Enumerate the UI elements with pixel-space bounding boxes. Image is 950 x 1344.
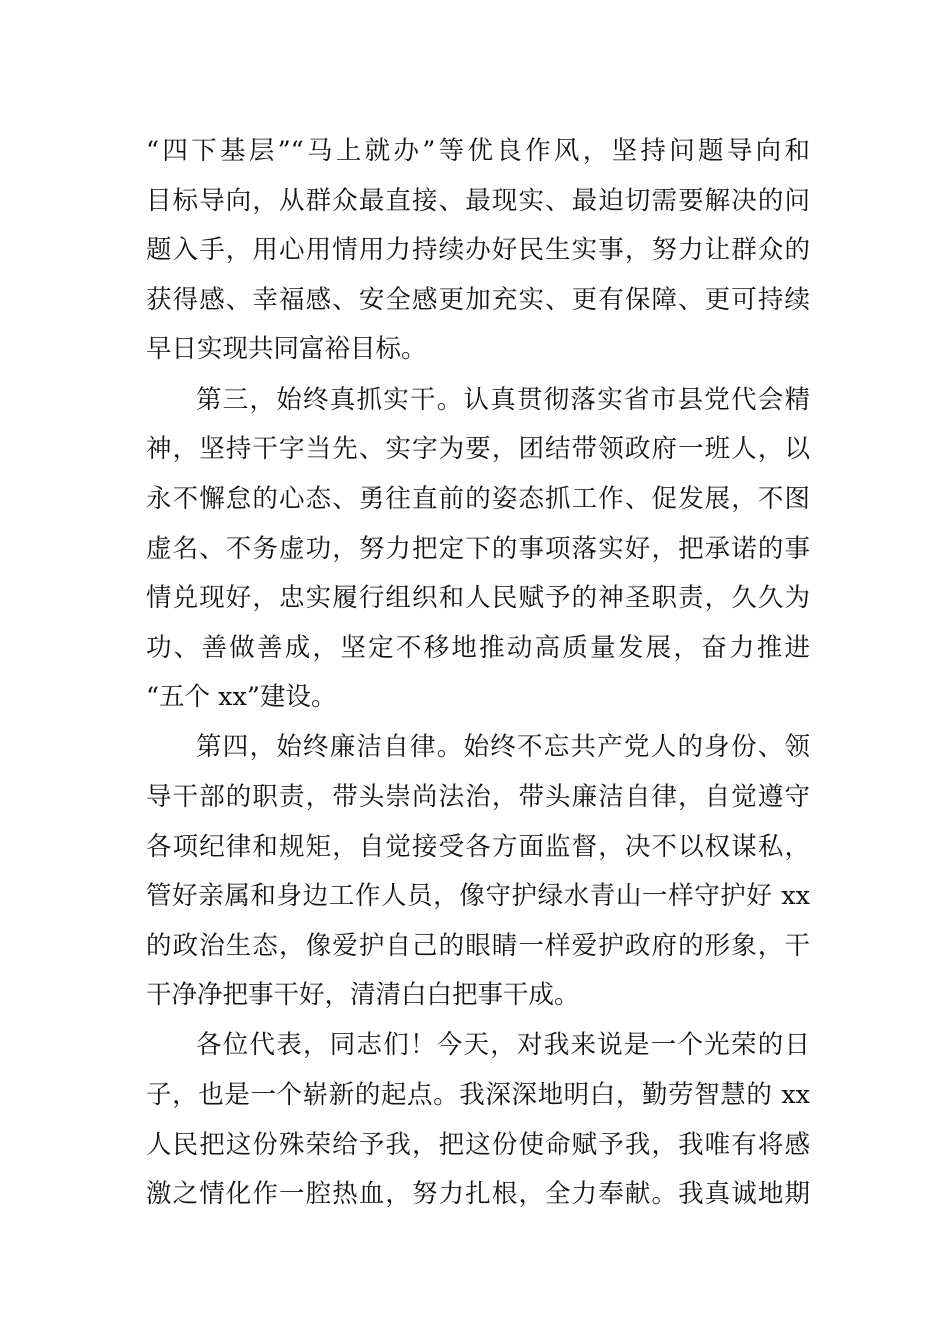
paragraph-line: 题入手，用心用情用力持续办好民生实事，努力让群众的 <box>146 235 810 265</box>
paragraph-line: 各项纪律和规矩，自觉接受各方面监督，决不以权谋私， <box>146 832 810 862</box>
paragraph-line: 第四，始终廉洁自律。始终不忘共产党人的身份、领 <box>196 732 810 762</box>
paragraph-line: 管好亲属和身边工作人员，像守护绿水青山一样守护好 xx <box>146 881 810 911</box>
paragraph-line: 导干部的职责，带头崇尚法治，带头廉洁自律，自觉遵守 <box>146 782 810 812</box>
paragraph-line: 永不懈怠的心态、勇往直前的姿态抓工作、促发展，不图 <box>146 484 810 514</box>
paragraph-line: 干净净把事干好，清清白白把事干成。 <box>146 980 580 1010</box>
paragraph-line: 子，也是一个崭新的起点。我深深地明白，勤劳智慧的 xx <box>146 1080 810 1110</box>
paragraph-line: 人民把这份殊荣给予我，把这份使命赋予我，我唯有将感 <box>146 1130 810 1160</box>
paragraph-line: “四下基层”“马上就办”等优良作风，坚持问题导向和 <box>146 136 810 166</box>
paragraph-line: 获得感、幸福感、安全感更加充实、更有保障、更可持续 <box>146 285 810 315</box>
paragraph-line: 情兑现好，忠实履行组织和人民赋予的神圣职责，久久为 <box>146 583 810 613</box>
paragraph-line: 虚名、不务虚功，努力把定下的事项落实好，把承诺的事 <box>146 534 810 564</box>
paragraph-line: 目标导向，从群众最直接、最现实、最迫切需要解决的问 <box>146 186 810 216</box>
paragraph-line: 早日实现共同富裕目标。 <box>146 334 427 364</box>
paragraph-line: 各位代表，同志们！今天，对我来说是一个光荣的日 <box>196 1030 810 1060</box>
paragraph-line: 的政治生态，像爱护自己的眼睛一样爱护政府的形象，干 <box>146 931 810 961</box>
paragraph-line: 神，坚持干字当先、实字为要，团结带领政府一班人，以 <box>146 434 810 464</box>
paragraph-line: 第三，始终真抓实干。认真贯彻落实省市县党代会精 <box>196 385 810 415</box>
paragraph-line: 激之情化作一腔热血，努力扎根，全力奉献。我真诚地期 <box>146 1179 810 1209</box>
paragraph-line: 功、善做善成，坚定不移地推动高质量发展，奋力推进 <box>146 633 810 663</box>
paragraph-line: “五个 xx”建设。 <box>146 682 337 712</box>
